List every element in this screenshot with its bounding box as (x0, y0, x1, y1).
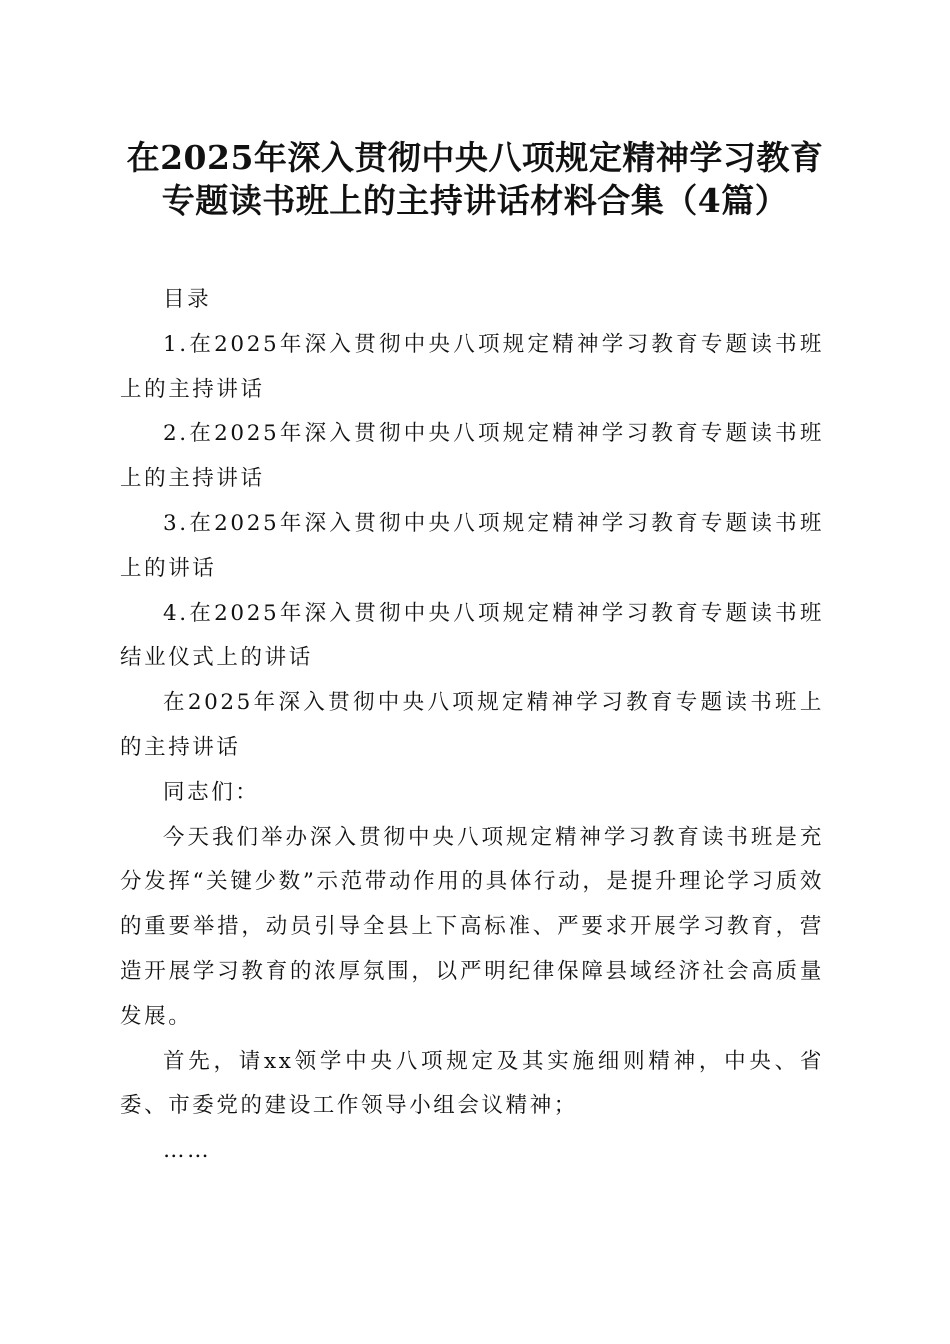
document-title: 在2025年深入贯彻中央八项规定精神学习教育专题读书班上的主持讲话材料合集（4篇） (126, 138, 824, 220)
toc-item: 4.在2025年深入贯彻中央八项规定精神学习教育专题读书班结业仪式上的讲话 (120, 600, 824, 671)
section-title: 在2025年深入贯彻中央八项规定精神学习教育专题读书班上的主持讲话 (120, 690, 824, 760)
salutation: 同志们： (163, 779, 260, 805)
ellipsis: …… (163, 1138, 212, 1164)
toc-item: 1.在2025年深入贯彻中央八项规定精神学习教育专题读书班上的主持讲话 (120, 331, 824, 402)
body-paragraph: 今天我们举办深入贯彻中央八项规定精神学习教育读书班是充分发挥“关键少数”示范带动作用的具体行动，是提升理论学习质效的重要举措，动员引导全县上下高标准、严要求开展学习教育，营造开展学习教育的浓厚氛围，以严明纪律保障县域经济社会高质量发展。 (120, 824, 824, 1029)
document-body (120, 278, 824, 1174)
toc-item: 3.在2025年深入贯彻中央八项规定精神学习教育专题读书班上的讲话 (120, 510, 824, 581)
toc-heading: 目录 (163, 287, 212, 312)
body-paragraph: 首先，请xx领学中央八项规定及其实施细则精神，中央、省委、市委党的建设工作领导小组会议精神； (120, 1048, 824, 1119)
toc-item: 2.在2025年深入贯彻中央八项规定精神学习教育专题读书班上的主持讲话 (120, 421, 824, 492)
